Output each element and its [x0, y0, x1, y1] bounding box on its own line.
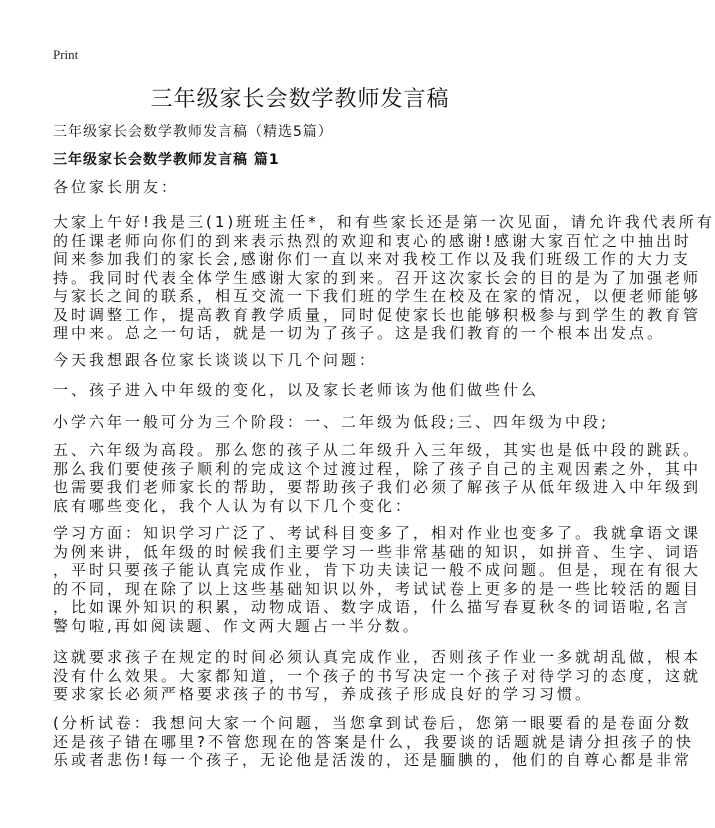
paragraph-line: 与家长之间的联系，相互交流一下我们班的学生在校及在家的情况，以便老师能够 — [53, 287, 702, 305]
paragraph-line: 警句啦,再如阅读题、作文两大题占一半分数。 — [53, 616, 421, 635]
paragraph-line: 及时调整工作，提高教育教学质量，同时促使家长也能够积极参与到学生的教育管 — [53, 305, 702, 324]
section-heading: 三年级家长会数学教师发言稿 篇1 — [53, 152, 280, 168]
paragraph-line: 底有哪些变化，我个人认为有以下几个变化： — [53, 496, 414, 515]
paragraph-line: 小学六年一般可分为三个阶段：一、二年级为低段;三、四年级为中段; — [53, 413, 610, 431]
paragraph-line: 也需要我们老师家长的帮助，要帮助孩子我们必须了解孩子从低年级进入中年级到 — [53, 478, 702, 496]
paragraph-line: 乐或者悲伤!每一个孩子，无论他是活泼的，还是腼腆的，他们的自尊心都是非常 — [53, 751, 693, 769]
paragraph-line: ，比如课外知识的积累，动物成语、数字成语，什么描写春夏秋冬的词语啦,名言 — [53, 598, 691, 616]
paragraph-line: 没有什么效果。大家都知道，一个孩子的书写决定一个孩子对待学习的态度，这就 — [53, 666, 702, 685]
document-subtitle: 三年级家长会数学教师发言稿（精选5篇） — [53, 124, 333, 140]
paragraph — [53, 213, 715, 343]
paragraph — [53, 351, 377, 370]
paragraph — [53, 413, 609, 432]
paragraph-line: 要求家长必须严格要求孩子的书写，养成孩子形成良好的学习习惯。 — [53, 685, 594, 703]
paragraph-line: 持。我同时代表全体学生感谢大家的到来。召开这次家长会的目的是为了加强老师 — [53, 268, 702, 287]
paragraph-line: 一、孩子进入中年级的变化，以及家长老师该为他们做些什么 — [53, 381, 540, 399]
paragraph-line: 为例来讲，低年级的时候我们主要学习一些非常基础的知识，如拼音、生字、词语 — [53, 542, 702, 561]
paragraph-line: 各位家长朋友： — [53, 178, 180, 196]
paragraph-line: ，平时只要孩子能认真完成作业，肯下功夫读记一般不成问题。但是，现在有很大 — [53, 561, 702, 579]
paragraph — [53, 524, 701, 635]
paragraph — [53, 441, 701, 515]
paragraph-line: 的任课老师向你们的到来表示热烈的欢迎和衷心的感谢!感谢大家百忙之中抽出时 — [53, 231, 693, 250]
paragraph-line: 还是孩子错在哪里?不管您现在的答案是什么，我要谈的话题就是请分担孩子的快 — [53, 732, 694, 751]
paragraph-line: 大家上午好!我是三(1)班班主任*，和有些家长还是第一次见面，请允许我代表所有 — [53, 213, 715, 231]
paragraph — [53, 714, 694, 770]
paragraph-line: 学习方面：知识学习广泛了、考试科目变多了，相对作业也变多了。我就拿语文课 — [53, 524, 702, 542]
paragraph-line: 五、六年级为高段。那么您的孩子从二年级升入三年级，其实也是低中段的跳跃。 — [53, 441, 702, 459]
paragraph — [53, 648, 701, 704]
paragraph — [53, 381, 539, 400]
paragraph — [53, 178, 179, 197]
paragraph-line: 的不同，现在除了以上这些基础知识以外，考试试卷上更多的是一些比较活的题目 — [53, 579, 702, 598]
paragraph-line: 这就要求孩子在规定的时间必须认真完成作业，否则孩子作业一多就胡乱做，根本 — [53, 648, 702, 666]
paragraph-line: (分析试卷：我想问大家一个问题，当您拿到试卷后，您第一眼要看的是卷面分数 — [53, 714, 692, 732]
paragraph-line: 间来参加我们的家长会,感谢你们一直以来对我校工作以及我们班级工作的大力支 — [53, 250, 691, 268]
paragraph-line: 今天我想跟各位家长谈谈以下几个问题： — [53, 351, 378, 369]
print-link[interactable]: Print — [53, 47, 79, 62]
paragraph-line: 那么我们要使孩子顺利的完成这个过渡过程，除了孩子自己的主观因素之外，其中 — [53, 459, 702, 478]
paragraph-line: 理中来。总之一句话，就是一切为了孩子。这是我们教育的一个根本出发点。 — [53, 324, 666, 342]
document-title: 三年级家长会数学教师发言稿 — [150, 87, 450, 112]
